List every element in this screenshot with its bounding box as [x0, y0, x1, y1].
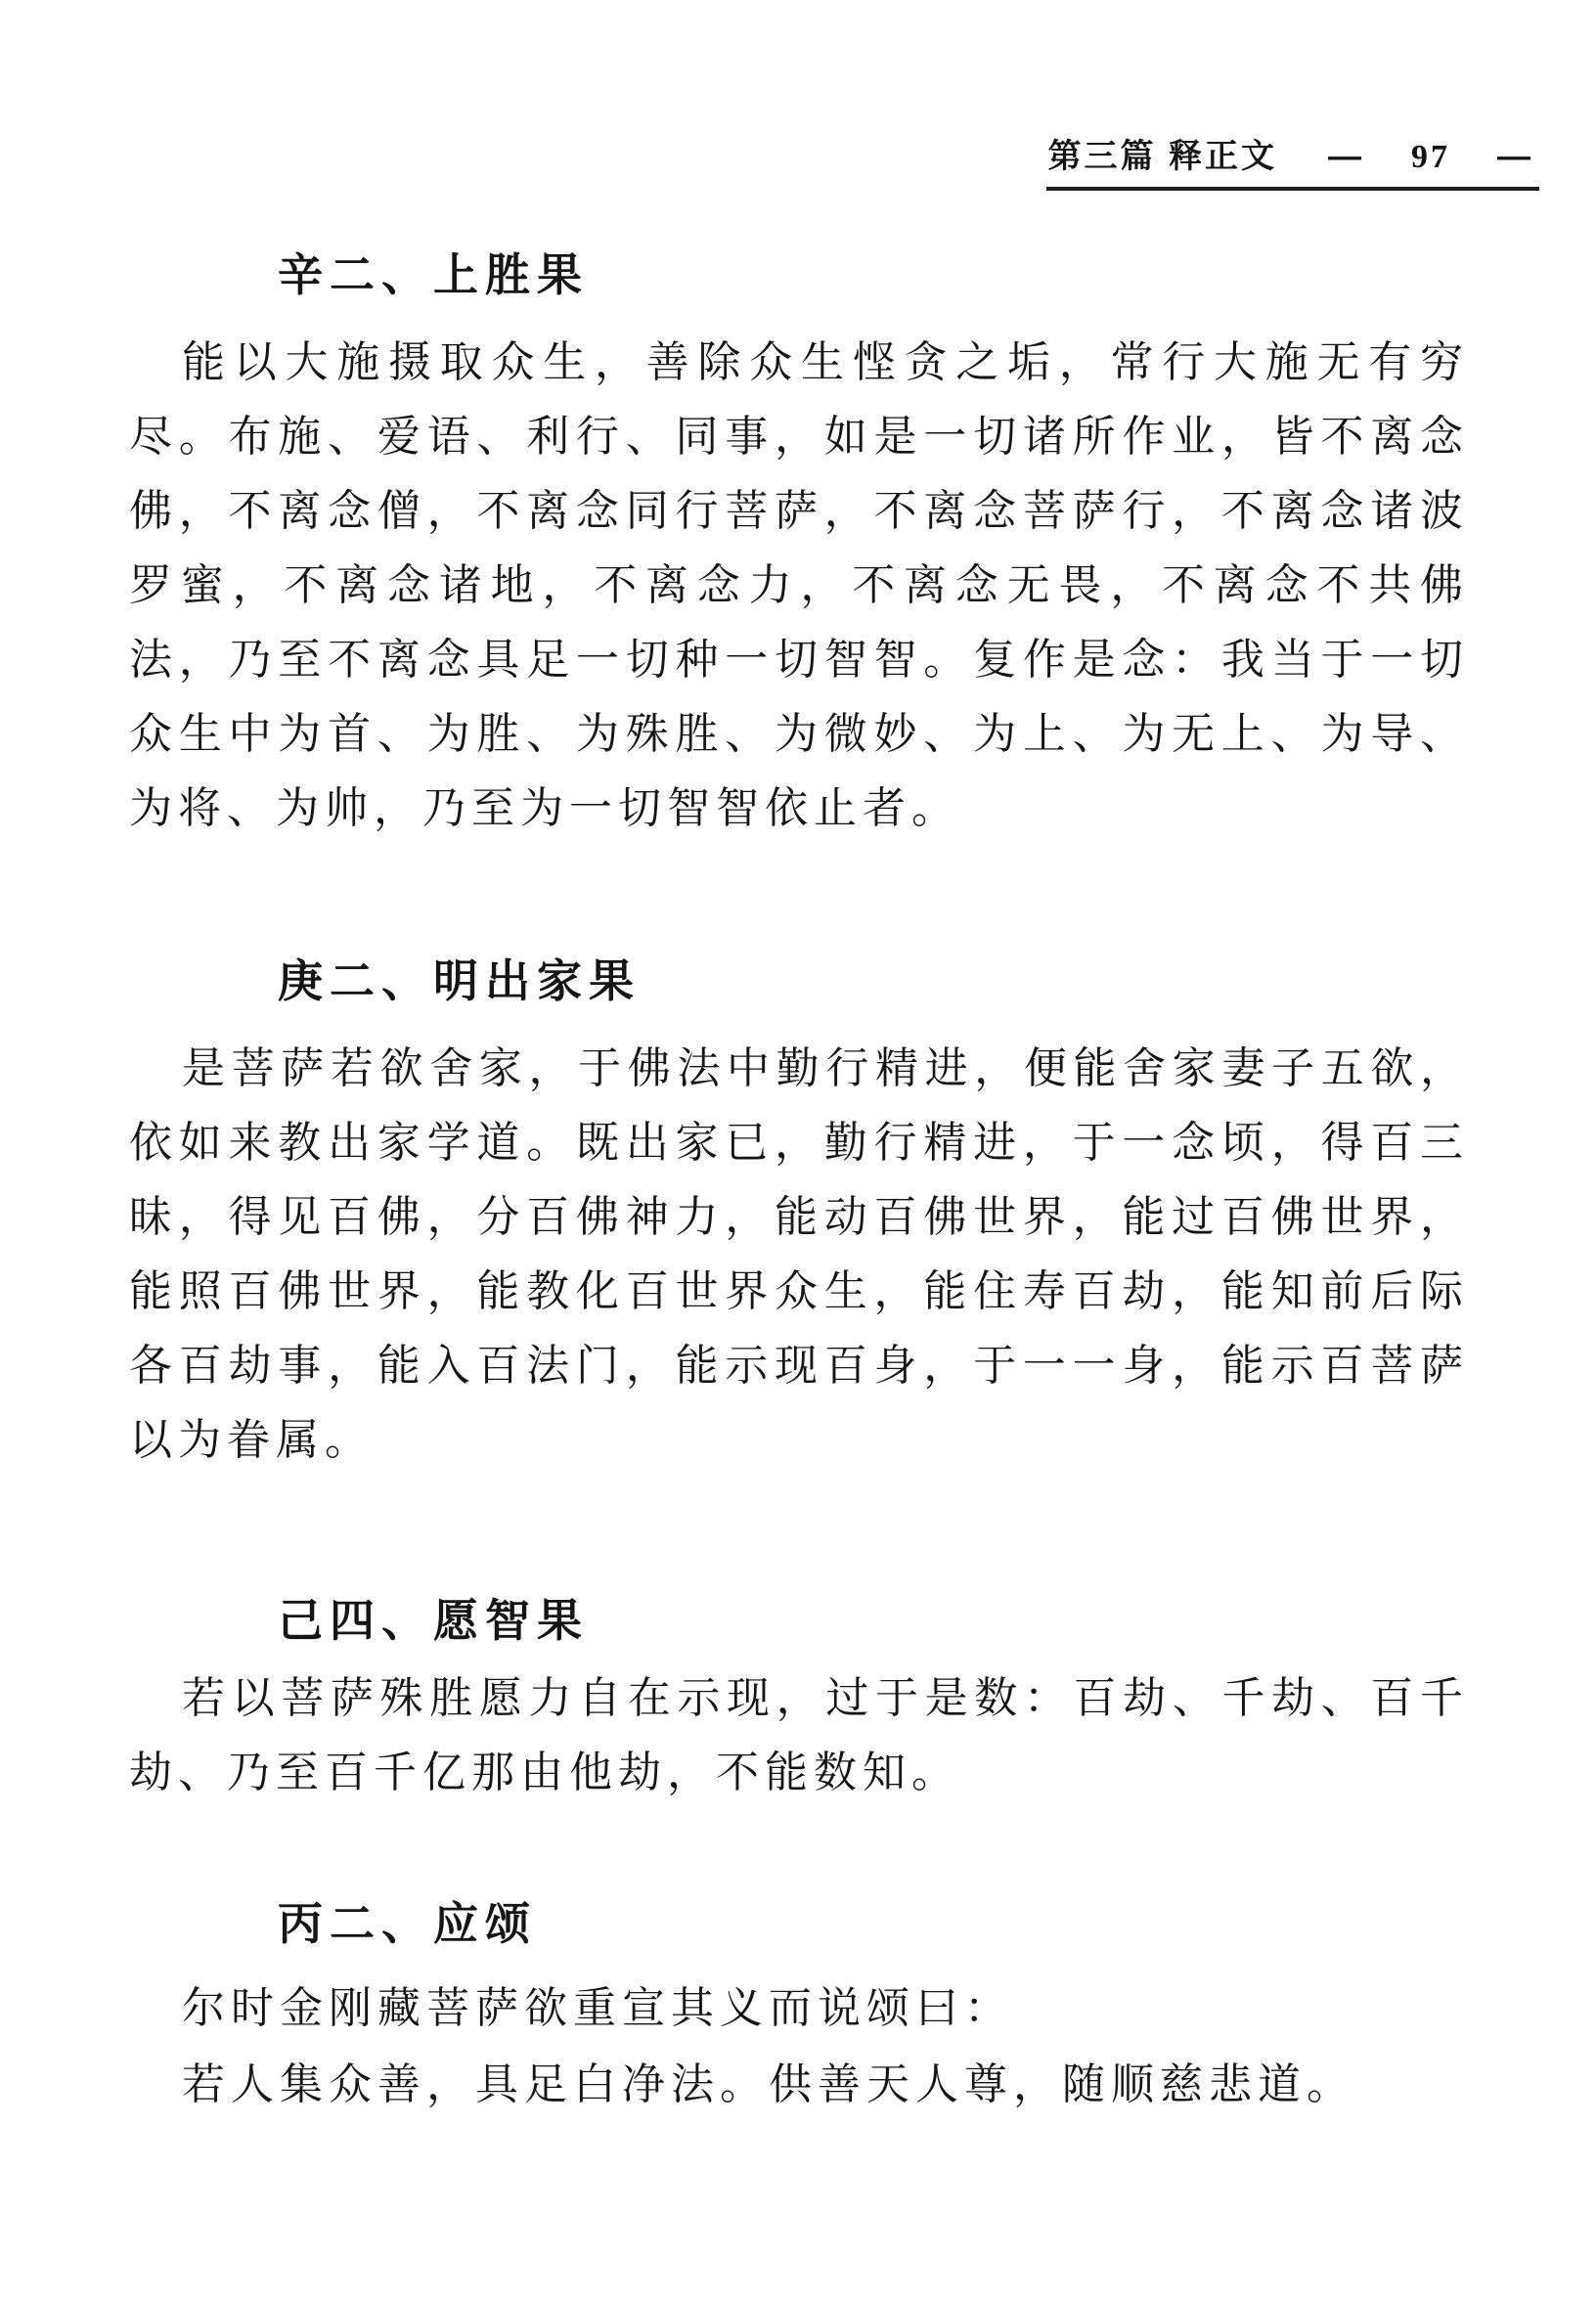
- verse-line: 若人集众善，具足白净法。供善天人尊，随顺慈悲道。: [182, 2060, 1355, 2108]
- page-content: [0, 249, 1596, 2123]
- paragraph-xin2: 能以大施摄取众生，善除众生悭贪之垢，常行大施无有穷尽。布施、爱语、利行、同事，如是一切诸所作业，皆不离念佛，不离念僧，不离念同行菩萨，不离念菩萨行，不离念诸波罗蜜，不离念诸地，不离念力，不离念无畏，不离念不共佛法，乃至不离念具足一切种一切智智。复作是念：我当于一切众生中为首、为胜、为殊胜、为微妙、为上、为无上、为导、为将、为帅，乃至为一切智智依止者。: [129, 338, 1469, 832]
- section-heading-bing2: 丙二、应颂: [278, 1898, 537, 1949]
- page-number: 97: [1411, 139, 1450, 175]
- verse-intro-line: 尔时金刚藏菩萨欲重宣其义而说颂曰：: [182, 1984, 1013, 2032]
- paragraph-geng2: 是菩萨若欲舍家，于佛法中勤行精进，便能舍家妻子五欲，依如来教出家学道。既出家已，勤行精进，于一念顷，得百三昧，得见百佛，分百佛神力，能动百佛世界，能过百佛世界，能照百佛世界，能教化百世界众生，能住寿百劫，能知前后际各百劫事，能入百法门，能示现百身，于一一身，能示百菩萨以为眷属。: [129, 1044, 1469, 1464]
- header-dash-right: —: [1497, 138, 1533, 175]
- header-dash-left: —: [1328, 138, 1364, 175]
- section-heading-xin2: 辛二、上胜果: [278, 249, 589, 300]
- paragraph-ji4: 若以菩萨殊胜愿力自在示现，过于是数：百劫、千劫、百千劫、乃至百千亿那由他劫，不能数知。: [129, 1674, 1469, 1796]
- running-head-title: 第三篇 释正文: [1047, 138, 1277, 175]
- section-heading-ji4: 己四、愿智果: [278, 1595, 589, 1646]
- running-head: [1046, 129, 1539, 191]
- page-header: [0, 129, 1596, 191]
- section-heading-geng2: 庚二、明出家果: [278, 955, 641, 1006]
